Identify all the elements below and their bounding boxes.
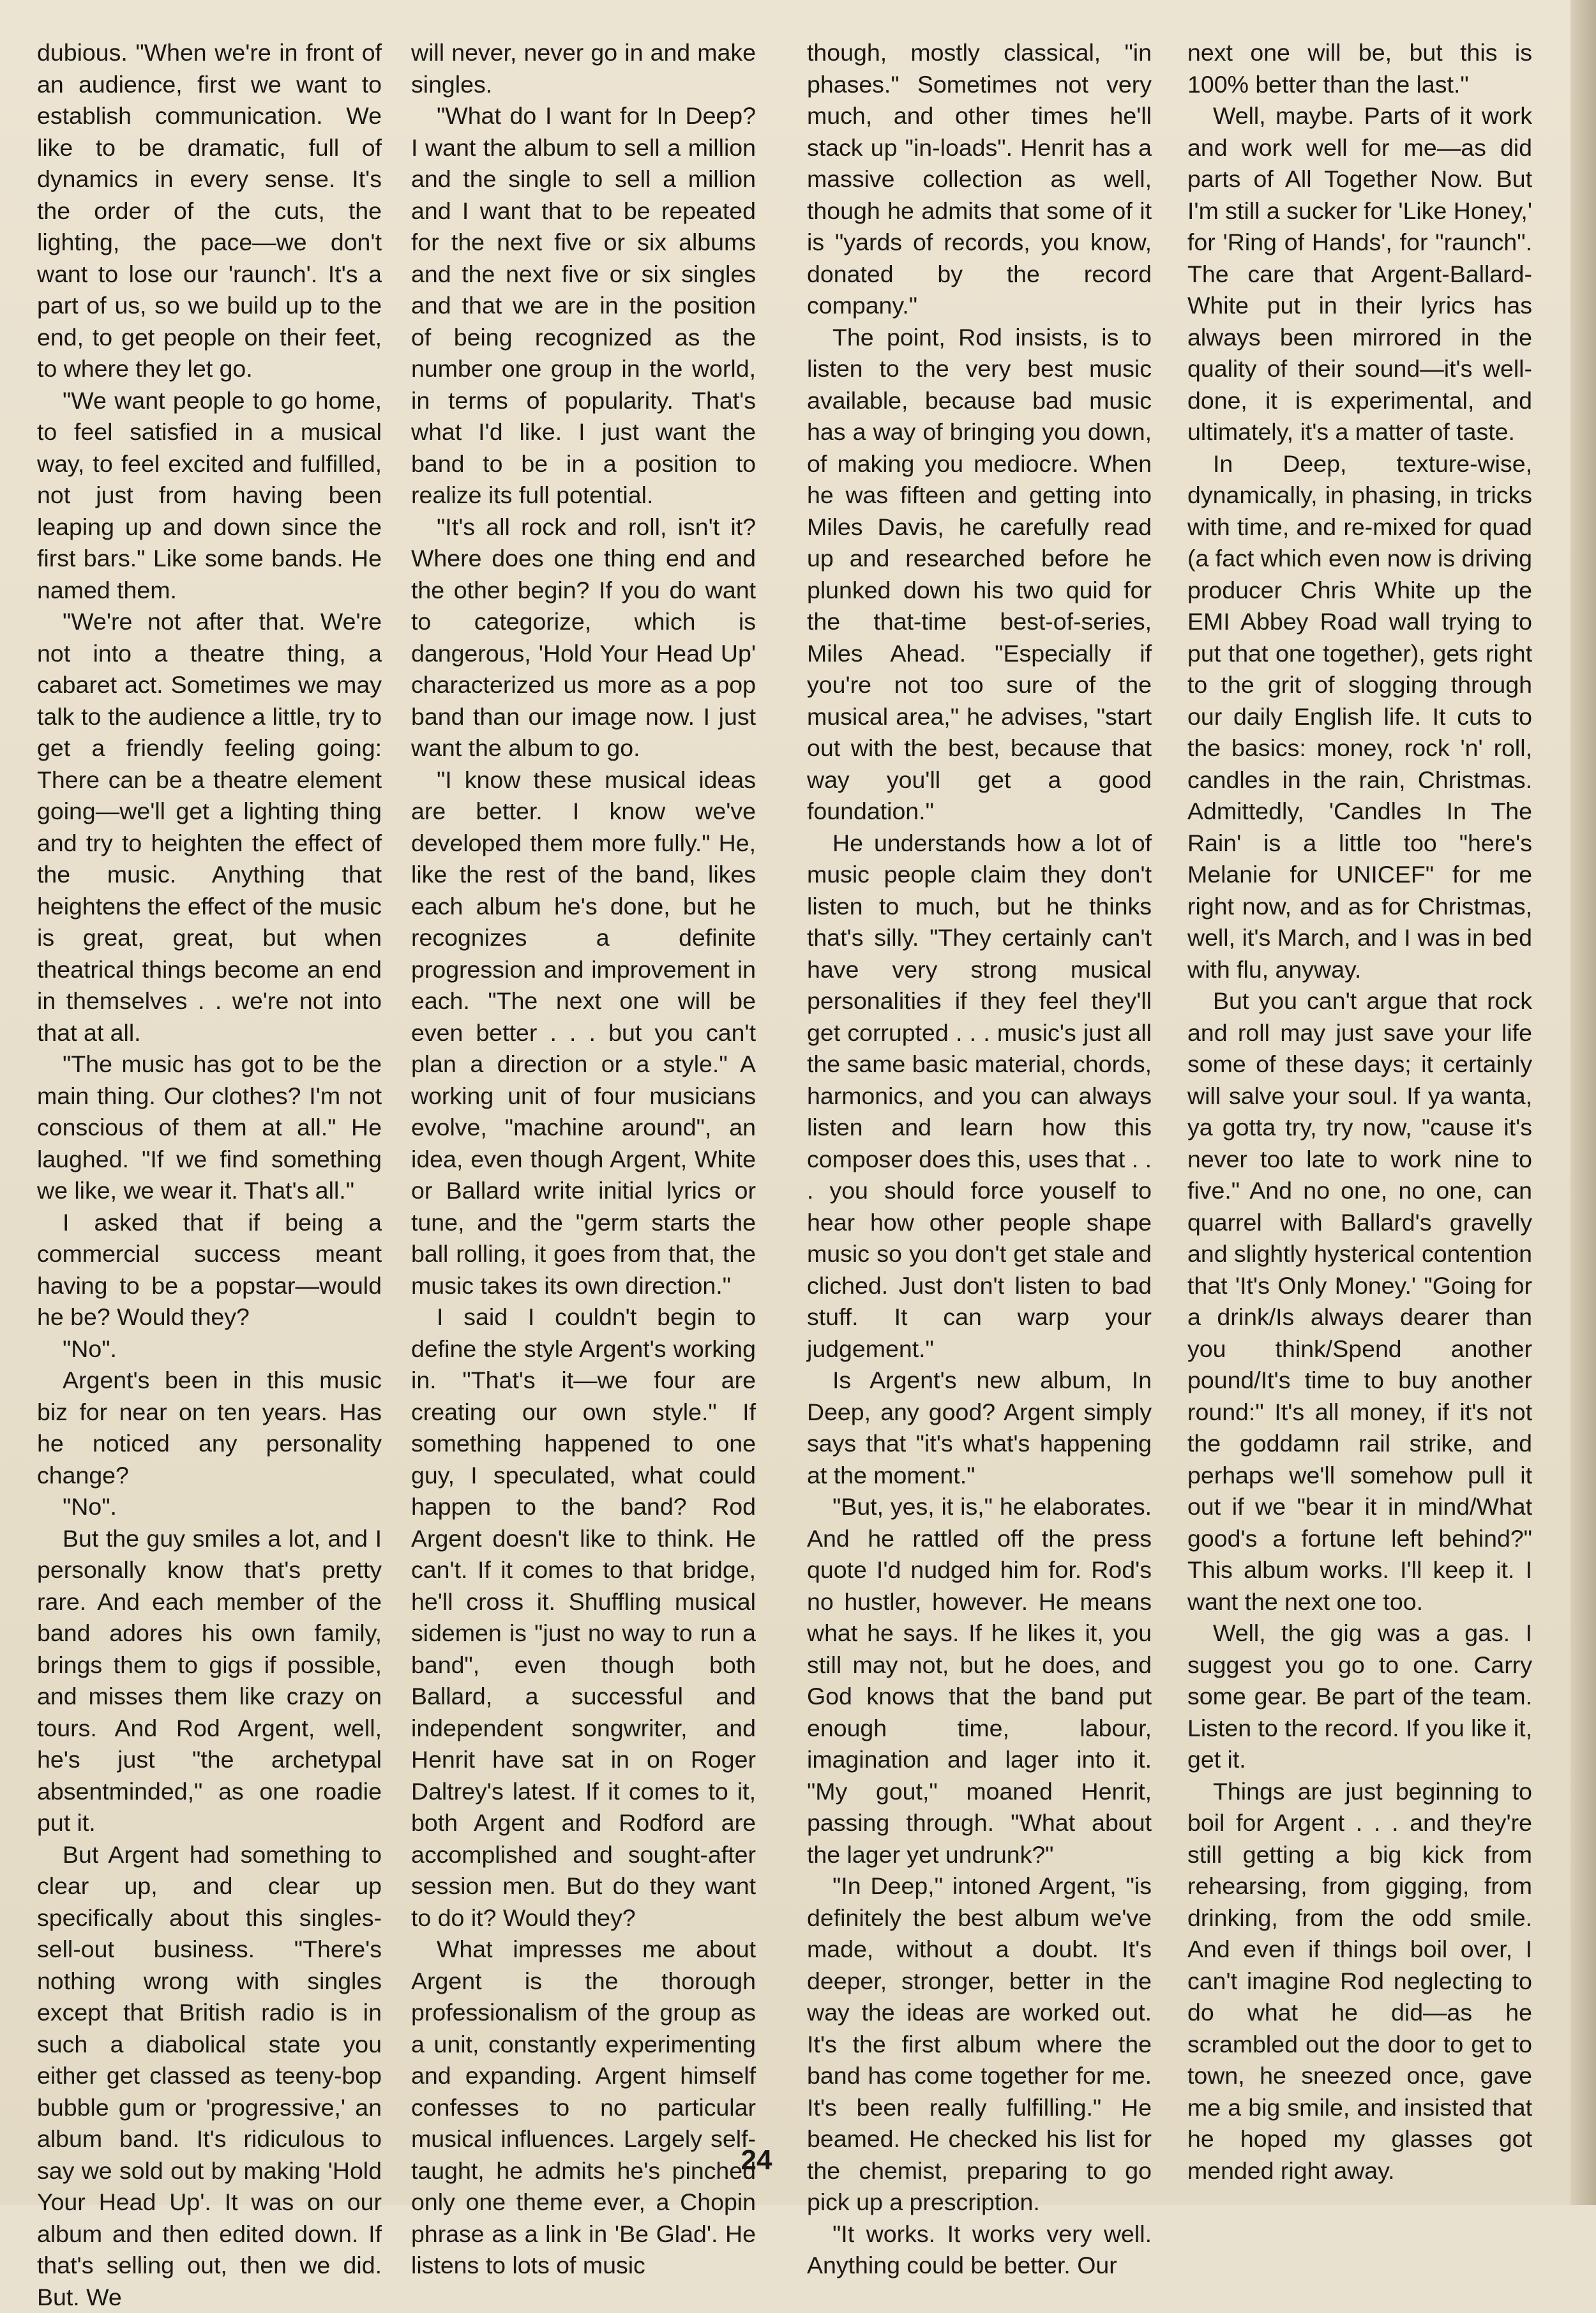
paragraph: Is Argent's new album, In Deep, any good? Argent simply says that "it's what's happening at the moment." [807, 1365, 1152, 1491]
page-number: 24 [725, 2144, 788, 2176]
paragraph: Well, maybe. Parts of it work and work well for me—as did parts of All Together Now. But I'm still a sucker for 'Like Honey,' for 'Ring of Hands', for "raunch". The care that Argent-Ballard-White put in their lyrics has always been mirrored in the quality of their sound—it's well-done, it is experimental, and ultimately, it's a matter of taste. [1187, 100, 1532, 448]
paragraph: Argent's been in this music biz for near on ten years. Has he noticed any personality change? [37, 1365, 382, 1491]
paragraph: "But, yes, it is," he elaborates. And he rattled off the press quote I'd nudged him for. Rod's no hustler, however. He means what he says. If he likes it, you still may not, but he does, and God knows that the band put enough time, labour, imagination and lager into it. "My gout," moaned Henrit, passing through. "What about the lager yet undrunk?" [807, 1491, 1152, 1870]
paragraph: though, mostly classical, "in phases." Sometimes not very much, and other times he'll stack up "in-loads". Henrit has a massive collection as well, though he admits that some of it is "yards of records, you know, donated by the record company." [807, 37, 1152, 322]
paragraph: "It's all rock and roll, isn't it? Where does one thing end and the other begin? If you do want to categorize, which is dangerous, 'Hold Your Head Up' characterized us more as a pop band than our image now. I just want the album to go. [411, 512, 756, 764]
paragraph: will never, never go in and make singles. [411, 37, 756, 100]
paragraph: "No". [37, 1333, 382, 1365]
article-column-2 [411, 37, 756, 2282]
paragraph: In Deep, texture-wise, dynamically, in phasing, in tricks with time, and re-mixed for quad (a fact which even now is driving producer Chris White up the EMI Abbey Road wall trying to put that one together), gets right to the grit of slogging through our daily English life. It cuts to the basics: money, rock 'n' roll, candles in the rain, Christmas. Admittedly, 'Candles In The Rain' is a little too "here's Melanie for UNICEF" for me right now, and as for Christmas, well, it's March, and I was in bed with flu, anyway. [1187, 448, 1532, 986]
article-column-1 [37, 37, 382, 2313]
paragraph: "In Deep," intoned Argent, "is definitely the best album we've made, without a doubt. It's deeper, stronger, better in the way the ideas are worked out. It's the first album where the band has come together for me. It's been really fulfilling." He beamed. He checked his list for the chemist, preparing to go pick up a prescription. [807, 1870, 1152, 2218]
paragraph: But the guy smiles a lot, and I personally know that's pretty rare. And each member of the band adores his own family, brings them to gigs if possible, and misses them like crazy on tours. And Rod Argent, well, he's just "the archetypal absentminded," as one roadie put it. [37, 1523, 382, 1839]
paragraph: dubious. "When we're in front of an audience, first we want to establish communication. We like to be dramatic, full of dynamics in every sense. It's the order of the cuts, the lighting, the pace—we don't want to lose our 'raunch'. It's a part of us, so we build up to the end, to get people on their feet, to where they let go. [37, 37, 382, 385]
paragraph: But Argent had something to clear up, and clear up specifically about this singles-sell-out business. "There's nothing wrong with singles except that British radio is in such a diabolical state you either get classed as teeny-bop bubble gum or 'progressive,' an album band. It's ridiculous to say we sold out by making 'Hold Your Head Up'. It was on our album and then edited down. If that's selling out, then we did. But. We [37, 1839, 382, 2313]
paragraph: "No". [37, 1491, 382, 1523]
paragraph: The point, Rod insists, is to listen to the very best music available, because bad music has a way of bringing you down, of making you mediocre. When he was fifteen and getting into Miles Davis, he carefully read up and researched before he plunked down his two quid for the that-time best-of-series, Miles Ahead. "Especially if you're not too sure of the musical area," he advises, "start out with the best, because that way you'll get a good foundation." [807, 322, 1152, 828]
paragraph: I said I couldn't begin to define the style Argent's working in. "That's it—we four are creating our own style." If something happened to one guy, I speculated, what could happen to the band? Rod Argent doesn't like to think. He can't. If it comes to that bridge, he'll cross it. Shuffling musical sidemen is "just no way to run a band", even though both Ballard, a successful and independent songwriter, and Henrit have sat in on Roger Daltrey's latest. If it comes to it, both Argent and Rodford are accomplished and sought-after session men. But do they want to do it? Would they? [411, 1301, 756, 1934]
paragraph: "We want people to go home, to feel satisfied in a musical way, to feel excited and fulfilled, not just from having been leaping up and down since the first bars." Like some bands. He named them. [37, 385, 382, 607]
paragraph: But you can't argue that rock and roll may just save your life some of these days; it certainly will salve your soul. If ya wanta, ya gotta try, try now, "cause it's never too late to work nine to five." And no one, no one, can quarrel with Ballard's gravelly and slightly hysterical contention that 'It's Only Money.' "Going for a drink/Is always dearer than you think/Spend another pound/It's time to buy another round:" It's all money, if it's not the goddamn rail strike, and perhaps we'll somehow pull it out if we "bear it in mind/What good's a fortune left behind?" This album works. I'll keep it. I want the next one too. [1187, 985, 1532, 1618]
paragraph: Well, the gig was a gas. I suggest you go to one. Carry some gear. Be part of the team. Listen to the record. If you like it, get it. [1187, 1618, 1532, 1776]
paragraph: "What do I want for In Deep? I want the album to sell a million and the single to sell a million and I want that to be repeated for the next five or six albums and the next five or six singles and that we are in the position of being recognized as the number one group in the world, in terms of popularity. That's what I'd like. I just want the band to be in a position to realize its full potential. [411, 100, 756, 512]
paragraph: "We're not after that. We're not into a theatre thing, a cabaret act. Sometimes we may talk to the audience a little, try to get a friendly feeling going: There can be a theatre element going—we'll get a lighting thing and try to heighten the effect of the music. Anything that heightens the effect of the music is great, great, but when theatrical things become an end in themselves . . we're not into that at all. [37, 606, 382, 1049]
paragraph: I asked that if being a commercial success meant having to be a popstar—would he be? Would they? [37, 1207, 382, 1333]
paragraph: What impresses me about Argent is the thorough professionalism of the group as a unit, constantly experimenting and expanding. Argent himself confesses to no particular musical influences. Largely self-taught, he admits he's pinched only one theme ever, a Chopin phrase as a link in 'Be Glad'. He listens to lots of music [411, 1934, 756, 2282]
article-column-4 [1187, 37, 1532, 2187]
page-spine-shadow [1570, 0, 1596, 2205]
paragraph: "It works. It works very well. Anything could be better. Our [807, 2218, 1152, 2282]
paragraph: He understands how a lot of music people claim they don't listen to much, but he thinks that's silly. "They certainly can't have very strong musical personalities if they feel they'll get corrupted . . . music's just all the same basic material, chords, harmonics, and you can always listen and learn how this composer does this, uses that . . . you should force youself to hear how other people shape music so you don't get stale and cliched. Just don't listen to bad stuff. It can warp your judgement." [807, 828, 1152, 1365]
paragraph: "I know these musical ideas are better. I know we've developed them more fully." He, like the rest of the band, likes each album he's done, but he recognizes a definite progression and improvement in each. "The next one will be even better . . . but you can't plan a direction or a style." A working unit of four musicians evolve, "machine around", an idea, even though Argent, White or Ballard write initial lyrics or tune, and the "germ starts the ball rolling, it goes from that, the music takes its own direction." [411, 764, 756, 1302]
article-column-3 [807, 37, 1152, 2282]
paragraph: "The music has got to be the main thing. Our clothes? I'm not conscious of them at all." He laughed. "If we find something we like, we wear it. That's all." [37, 1049, 382, 1207]
paragraph: next one will be, but this is 100% better than the last." [1187, 37, 1532, 100]
paragraph: Things are just beginning to boil for Argent . . . and they're still getting a big kick from rehearsing, from gigging, from drinking, from the odd smile. And even if things boil over, I can't imagine Rod neglecting to do what he did—as he scrambled out the door to get to town, he sneezed once, gave me a big smile, and insisted that he hoped my glasses got mended right away. [1187, 1776, 1532, 2187]
